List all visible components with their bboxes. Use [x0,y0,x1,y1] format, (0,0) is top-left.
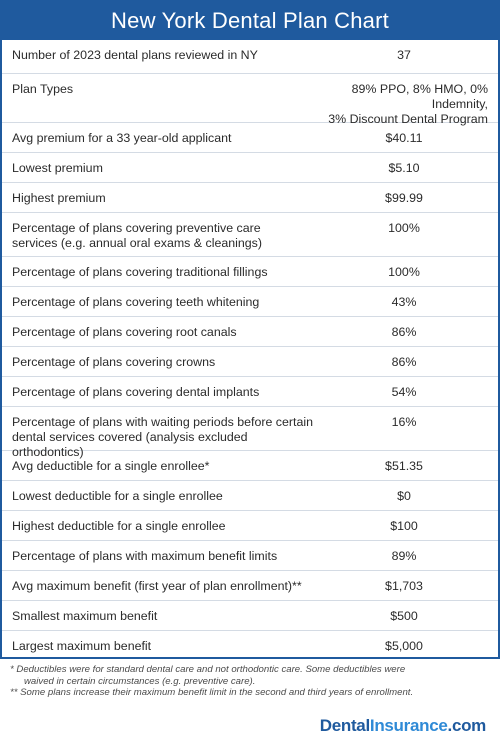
row-label [2,213,316,256]
footnote-deductibles: * Deductibles were for standard dental care and not orthodontic care. Some deductibles were [10,664,406,675]
row-label: Highest premium [12,191,106,205]
row-label: Highest deductible for a single enrollee [12,519,226,533]
row-value: $5,000 [385,639,423,653]
table-row [2,480,498,510]
table-row [2,630,498,660]
footnote-deductibles-continued: waived in certain circumstances (e.g. preventive care). [24,675,256,687]
brand-logo-part: .com [447,716,486,735]
row-label: Lowest deductible for a single enrollee [12,489,223,503]
row-label [2,407,316,459]
row-value: $0 [397,489,411,503]
row-label: Percentage of plans covering root canals [12,325,237,339]
row-value: 89% [391,549,417,563]
row-value [316,74,498,126]
row-value: 43% [391,295,417,309]
row-label: Percentage of plans covering teeth whitening [12,295,260,309]
table-row [2,152,498,182]
row-label: Avg premium for a 33 year-old applicant [12,131,232,145]
chart-title: New York Dental Plan Chart [2,2,498,40]
table-row [2,600,498,630]
row-label: Number of 2023 dental plans reviewed in NY [12,48,258,62]
brand-logo-part: Dental [319,716,370,735]
row-label: Percentage of plans covering dental implants [12,385,260,399]
brand-logo-part: Insurance [369,716,448,735]
row-value: $100 [390,519,418,533]
row-label: Avg maximum benefit (first year of plan enrollment)** [12,579,302,593]
row-value: $5.10 [388,161,420,175]
row-label-line: Percentage of plans with waiting periods before certain [12,415,313,429]
row-label: Percentage of plans covering crowns [12,355,216,369]
table-row [2,540,498,570]
row-value: $99.99 [385,191,423,205]
footnote-max-benefit: ** Some plans increase their maximum benefit limit in the second and third years of enrollment. [10,687,414,698]
row-value: 100% [388,265,420,279]
footnotes [10,664,494,699]
table-row [2,40,498,73]
row-value: 100% [388,221,420,235]
row-value: $40.11 [385,131,423,145]
table-row [2,316,498,346]
table-row [2,450,498,480]
row-value: $1,703 [385,579,423,593]
row-label: Smallest maximum benefit [12,609,158,623]
table-row [2,122,498,152]
table-row [2,570,498,600]
row-value-line: 3% Discount Dental Program [328,112,488,126]
row-label: Largest maximum benefit [12,639,152,653]
row-label: Percentage of plans with maximum benefit limits [12,549,278,563]
row-value: 37 [397,48,411,62]
row-value: $51.35 [385,459,423,473]
row-value: 86% [391,325,417,339]
row-label-line: dental services covered (analysis excluded orthodontics) [12,430,248,459]
table-row [2,212,498,256]
table-row [2,346,498,376]
row-label: Percentage of plans covering traditional fillings [12,265,268,279]
table-row [2,256,498,286]
row-value: 16% [391,415,417,429]
row-value: 86% [391,355,417,369]
table-row [2,286,498,316]
table-row [2,406,498,459]
row-value: $500 [390,609,418,623]
brand-logo [320,716,486,736]
table-row [2,182,498,212]
row-label: Avg deductible for a single enrollee* [12,459,210,473]
table-row [2,73,498,126]
row-label: Plan Types [12,82,74,96]
row-label-line: Percentage of plans covering preventive care [12,221,261,235]
row-value: 54% [391,385,417,399]
table-row [2,510,498,540]
table-row [2,376,498,406]
plan-data-table [2,40,498,660]
row-label-line: services (e.g. annual oral exams & cleanings) [12,236,262,250]
row-label: Lowest premium [12,161,103,175]
row-value-line: 89% PPO, 8% HMO, 0% Indemnity, [351,82,488,111]
